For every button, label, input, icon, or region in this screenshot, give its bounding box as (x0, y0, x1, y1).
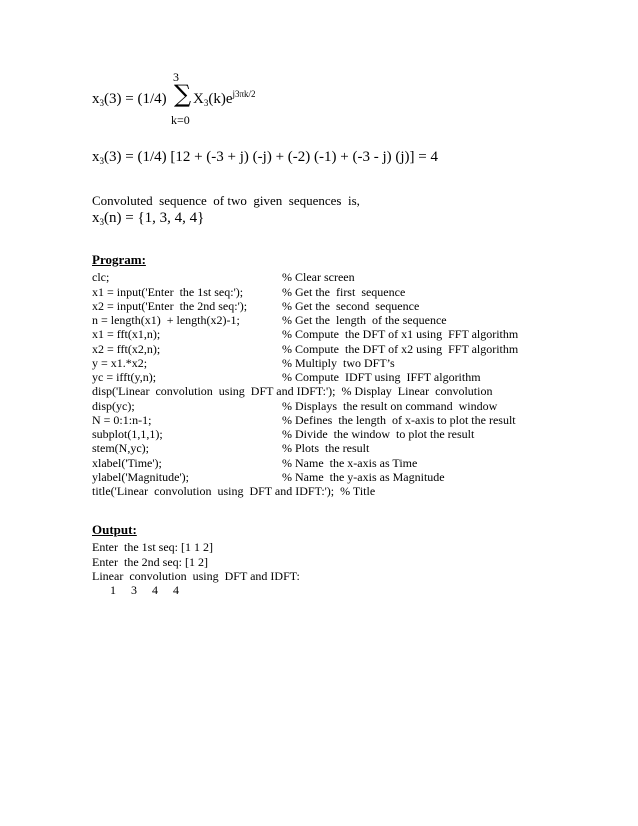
code-comment: % Defines the length of x-axis to plot the result (282, 413, 516, 427)
output-line: Linear convolution using DFT and IDFT: (92, 569, 300, 583)
eq1-x: x (92, 91, 100, 107)
conv-result-rest: (n) = {1, 3, 4, 4} (104, 210, 205, 226)
code-comment: % Compute the DFT of x1 using FFT algorithm (282, 327, 519, 341)
conv-x-subscript: 3 (99, 217, 104, 227)
summation-upper-limit: 3 (173, 70, 179, 84)
code-comment: % Multiply two DFT’s (282, 356, 395, 370)
code-line: disp(yc); (92, 399, 135, 413)
code-comment: % Name the x-axis as Time (282, 456, 418, 470)
eq1-X-subscript: 3 (203, 98, 209, 108)
summation-lower-limit: k=0 (171, 113, 190, 127)
code-comment: % Divide the window to plot the result (282, 427, 475, 441)
eq2-rest: (3) = (1/4) [12 + (-3 + j) (-j) + (-2) (-1) + (-3 - j) (j)] = 4 (104, 149, 438, 165)
code-line: subplot(1,1,1); (92, 427, 163, 441)
eq1-X: X (193, 91, 204, 107)
program-heading: Program: (92, 252, 146, 267)
code-line: x2 = fft(x2,n); (92, 342, 161, 356)
code-comment: % Name the y-axis as Magnitude (282, 470, 445, 484)
code-line: xlabel('Time'); (92, 456, 162, 470)
equation-2 (92, 149, 438, 166)
code-line: disp('Linear convolution using DFT and IDFT:'); % Display Linear convolution (92, 384, 493, 398)
code-line: ylabel('Magnitude'); (92, 470, 189, 484)
code-comment: % Compute IDFT using IFFT algorithm (282, 370, 481, 384)
equation-1-lhs (92, 91, 167, 108)
eq2-x-subscript: 3 (99, 156, 104, 166)
eq1-exponent: j3πk/2 (232, 89, 256, 99)
code-comment: % Compute the DFT of x2 using FFT algorithm (282, 342, 519, 356)
convolution-result (92, 210, 204, 227)
code-comment: % Get the length of the sequence (282, 313, 447, 327)
code-line: n = length(x1) + length(x2)-1; (92, 313, 240, 327)
code-line: clc; (92, 270, 110, 284)
code-comment: % Get the first sequence (282, 285, 406, 299)
code-line: x1 = input('Enter the 1st seq:'); (92, 285, 244, 299)
output-line: Enter the 1st seq: [1 1 2] (92, 540, 213, 554)
eq1-term-mid: (k)e (208, 91, 233, 107)
summation-sigma-symbol: ∑ (174, 80, 192, 108)
convolution-label: Convoluted sequence of two given sequences is, (92, 193, 360, 208)
code-line: yc = ifft(y,n); (92, 370, 157, 384)
code-line: stem(N,yc); (92, 441, 149, 455)
code-comment: % Clear screen (282, 270, 355, 284)
code-line: N = 0:1:n-1; (92, 413, 152, 427)
conv-x: x (92, 210, 100, 226)
code-line: x1 = fft(x1,n); (92, 327, 161, 341)
equation-1-term (193, 91, 256, 108)
eq1-x-subscript: 3 (99, 98, 104, 108)
eq2-x: x (92, 149, 100, 165)
code-comment: % Displays the result on command window (282, 399, 498, 413)
code-line: x2 = input('Enter the 2nd seq:'); (92, 299, 248, 313)
eq1-lhs-rest: (3) = (1/4) (104, 91, 167, 107)
output-values: 1 3 4 4 (110, 583, 179, 597)
output-heading: Output: (92, 522, 137, 537)
code-line: title('Linear convolution using DFT and IDFT:'); % Title (92, 484, 376, 498)
code-comment: % Get the second sequence (282, 299, 420, 313)
code-line: y = x1.*x2; (92, 356, 148, 370)
code-comment: % Plots the result (282, 441, 370, 455)
output-line: Enter the 2nd seq: [1 2] (92, 555, 208, 569)
